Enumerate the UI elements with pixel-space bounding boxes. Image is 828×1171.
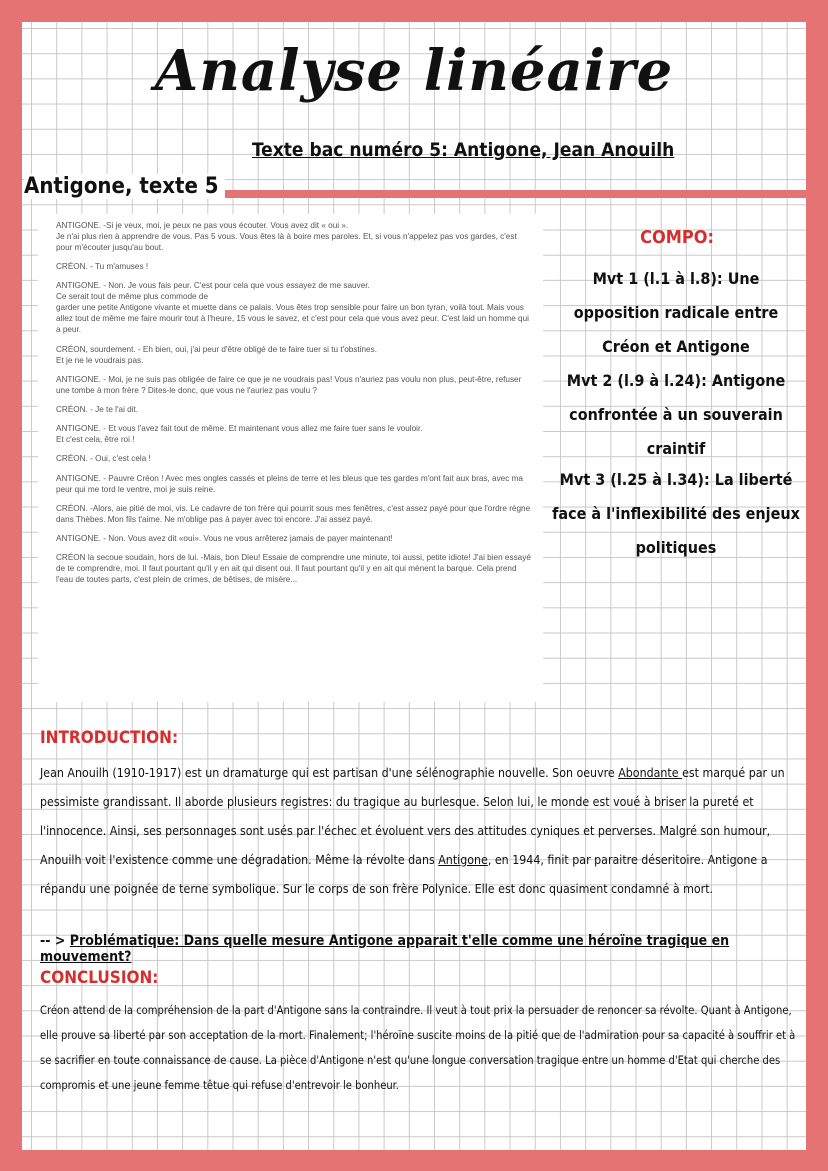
excerpt-paragraph: ANTIGONE. - Moi, je ne suis pas obligée de faire ce que je ne voudrais pas! Vous n'auriez pas voulu non plus, peut-être, refuser une tombe à mon frère ? Dites-le donc, que vous ne l'auriez pas voulu ? — [56, 374, 522, 395]
excerpt-paragraph: ANTIGONE. - Pauvre Créon ! Avec mes ongles cassés et pleins de terre et les bleus que tes gardes m'ont fait aux bras, avec ma peur qui me tord le ventre, moi je suis reine. — [56, 473, 523, 494]
conclusion-heading: CONCLUSION: — [40, 968, 159, 988]
intro-part: est marqué par un pessimiste grandissant. Il aborde plusieurs registres: du tragique au burlesque. Selon lui, le monde est voué à briser la pureté et l'innocence. Ainsi, ses personnages sont usés par l'échec et évoluent vers des attitudes cyniques et perverses. Malgré son humour, Anouilh voit l'existence comme une dégradation. Même la révolte dans — [40, 766, 785, 867]
intro-underlined-title: Abondante — [618, 766, 683, 780]
excerpt-paragraph: ANTIGONE. - Non. Je vous fais peur. C'est pour cela que vous essayez de me sauver. Ce serait tout de même plus commode de garder une petite Antigone vivante et muette dans ce palais. Vous êtes trop sensible pour faire un bon tyran, voilà tout. Mais vous allez tout de même me faire mourir tout à l'heure, 15 vous le savez, et c'est pour cela que vous avez peur. C'est laid un homme qui a peur. — [56, 281, 529, 335]
text-excerpt — [38, 214, 543, 702]
problematique-question: Problématique: Dans quelle mesure Antigone apparait t'elle comme une héroïne tragique en mouvement? — [40, 933, 730, 965]
section-heading: Antigone, texte 5 — [24, 174, 225, 199]
intro-part: Jean Anouilh (1910-1917) est un dramaturge qui est partisan d'une sélénographie nouvelle. Son oeuvre — [40, 766, 619, 780]
movement-3: Mvt 3 (l.25 à l.34): La liberté face à l'inflexibilité des enjeux politiques — [552, 470, 800, 557]
excerpt-paragraph: CRÉON. - Tu m'amuses ! — [56, 262, 149, 272]
compo-heading: COMPO: — [640, 227, 714, 248]
excerpt-paragraph: ANTIGONE. - Non. Vous avez dit «oui». Vous ne vous arrêterez jamais de payer maintenant! — [56, 533, 393, 543]
excerpt-paragraph: CRÉON. -Alors, aie pitié de moi, vis. Le cadavre de ton frère qui pourrit sous mes fenêtres, c'est assez payé pour que l'ordre règne dans Thèbes. Mon fils t'aime. Ne m'oblige pas à payer avec toi encore. J'ai assez payé. — [56, 503, 531, 524]
conclusion-text: Créon attend de la compréhension de la part d'Antigone sans la contraindre. Il veut à tout prix la persuader de renoncer sa révolte. Quant à Antigone, elle prouve sa liberté par son acceptation de la mort. Finalement; l'héroïne suscite moins de la pitié que de l'admiration pour sa capacité à souffrir et à se sacrifier en toute connaissance de cause. La pièce d'Antigone n'est qu'une longue conversation tragique entre un homme d'Etat qui cherche des compromis et une jeune femme têtue qui refuse d'entrevoir le bonheur. — [40, 1004, 796, 1092]
introduction-heading: INTRODUCTION: — [40, 728, 179, 748]
intro-part: , en 1944, finit par paraitre déseritoire. Antigone a répandu une poignée de terne symbolique. Sur le corps de son frère Polynice. Elle est donc quasiment condamné à mort. — [40, 852, 768, 896]
intro-underlined-title: Antigone — [438, 852, 488, 867]
movement-1: Mvt 1 (l.1 à l.8): Une opposition radicale entre Créon et Antigone — [573, 269, 779, 356]
arrow: -- > — [40, 933, 70, 949]
movement-2: Mvt 2 (l.9 à l.24): Antigone confrontée à un souverain craintif — [566, 371, 786, 458]
introduction-text — [40, 759, 796, 904]
excerpt-paragraph: ANTIGONE. -Si je veux, moi, je peux ne pas vous écouter. Vous avez dit « oui ». Je n'ai plus rien à apprendre de vous. Pas 5 vous. Vous êtes là à boire mes paroles. Et, si vous n'appelez pas vos gardes, c'est pour m'écouter jusqu'au bout. — [56, 221, 517, 252]
page-subtitle: Texte bac numéro 5: Antigone, Jean Anouilh — [252, 139, 675, 161]
excerpt-paragraph: CRÉON la secoue soudain, hors de lui. -Mais, bon Dieu! Essaie de comprendre une minute, toi aussi, petite idiote! J'ai bien essayé de te comprendre, moi. Il faut pourtant qu'il y en ait qui disent oui. Il faut pourtant qu'il y en ait qui mènent la barque. Cela prend l'eau de toutes parts, c'est plein de crimes, de bêtises, de misère... — [56, 553, 531, 585]
excerpt-paragraph: CRÉON, sourdement. - Eh bien, oui, j'ai peur d'être obligé de te faire tuer si tu t'obstines. Et je ne le voudrais pas. — [56, 344, 377, 365]
problematique — [40, 933, 800, 965]
section-divider — [187, 190, 806, 198]
page-title: Analyse linéaire — [154, 38, 674, 104]
notebook-page — [22, 22, 806, 1150]
excerpt-paragraph: CRÉON. - Je te l'ai dit. — [56, 404, 139, 414]
excerpt-paragraph: ANTIGONE. - Et vous l'avez fait tout de même. Et maintenant vous allez me faire tuer sans le vouloir. Et c'est cela, être roi ! — [56, 424, 423, 445]
excerpt-paragraph: CRÉON. - Oui, c'est cela ! — [56, 454, 151, 464]
